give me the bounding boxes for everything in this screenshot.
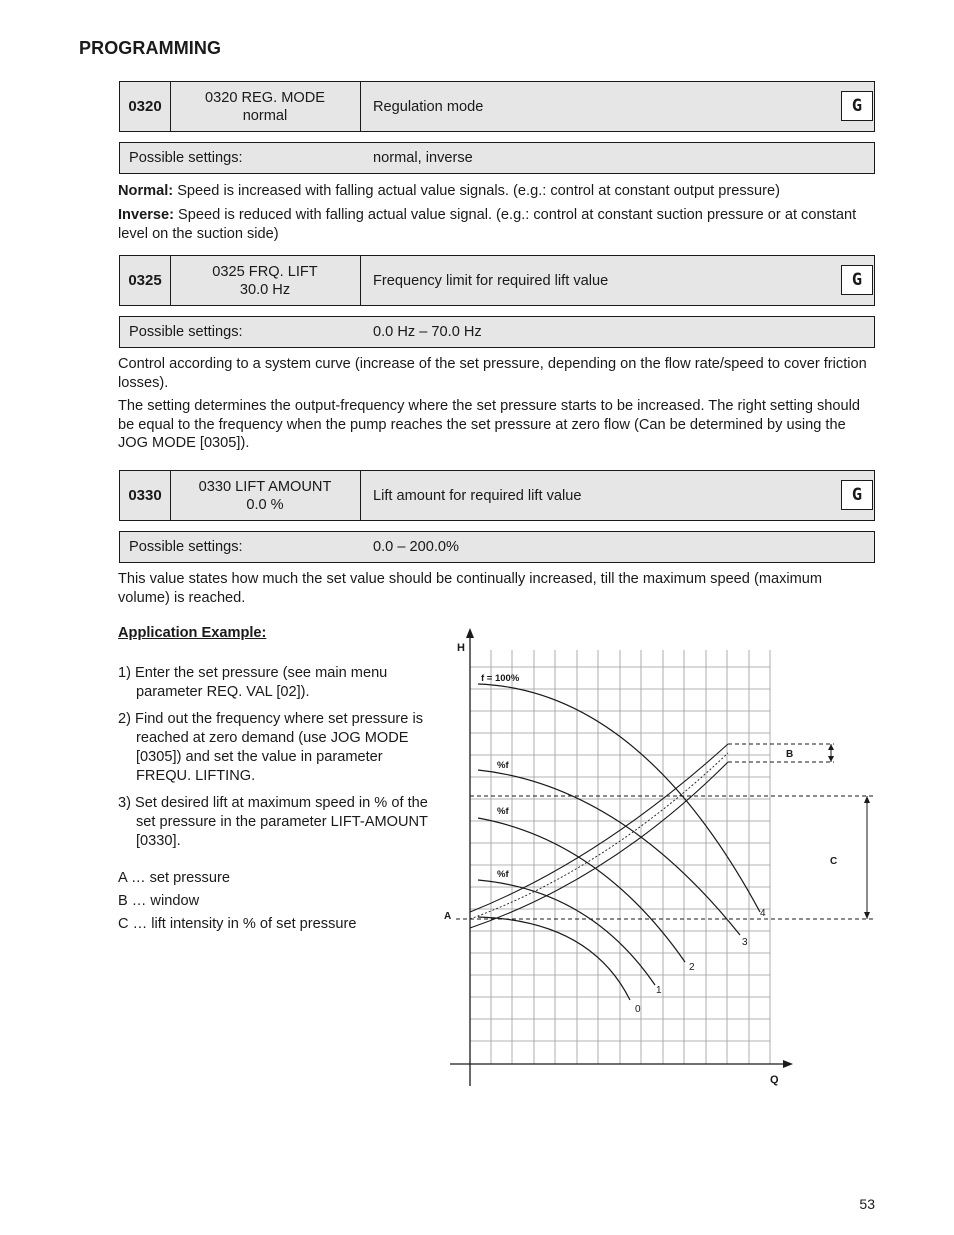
label-c: C [830,856,838,867]
label-percent-f-3: %f [497,869,509,880]
x-axis-label: Q [770,1074,779,1086]
param-name [170,471,361,520]
param-row-0325 [119,255,875,306]
param-description: Lift amount for required lift value [373,487,582,504]
param-code: 0330 [120,471,171,520]
pump-curve-2 [478,818,685,962]
label-percent-f-2: %f [497,806,509,817]
param-flag-badge: G [841,265,873,295]
amount-paragraph: This value states how much the set value should be continually increased, till the maximum speed (maximum volume) is reached. [118,571,823,606]
settings-value: 0.0 – 200.0% [373,539,460,555]
param-name [170,256,361,305]
page-number: 53 [859,1196,875,1212]
curve-label-1: 1 [656,985,662,996]
settings-row-0320 [119,142,875,174]
label-a: A [444,911,452,922]
settings-row-0325 [119,316,875,348]
pump-curve-3 [478,770,740,935]
lift-paragraph-2: The setting determines the output-frequency where the set pressure starts to be increased. The right setting should be equal to the frequency when the pump reaches the set pressure at zero flow (Can be determined by using the JOG MODE [0305]). [118,398,860,451]
param-name-value: normal [242,107,288,124]
settings-value: normal, inverse [373,150,473,166]
y-axis-arrow-icon [466,628,474,638]
grid [470,650,770,1064]
y-axis-label: H [457,642,465,654]
param-flag-badge: G [841,480,873,510]
x-axis-arrow-icon [783,1060,793,1068]
reference-lines [456,744,876,919]
settings-label: Possible settings: [129,324,243,340]
section-title: PROGRAMMING [79,38,222,58]
param-name-value: 30.0 Hz [239,281,291,298]
step-3: 3) Set desired lift at maximum speed in % of the set pressure in the parameter LIFT-AMOUNT [0330]. [118,795,428,849]
label-f100: f = 100% [481,673,520,684]
step-1: 1) Enter the set pressure (see main menu parameter REQ. VAL [02]). [118,665,388,700]
legend-b: B … window [118,893,200,909]
window-arrow-top-icon [828,744,834,750]
lift-paragraph-1: Control according to a system curve (increase of the set pressure, depending on the flow rate/speed to cover friction losses). [118,356,867,391]
param-name-line1: 0330 LIFT AMOUNT [198,478,332,495]
window-arrow-bottom-icon [828,756,834,762]
dimension-markers [828,744,870,919]
step-2: 2) Find out the frequency where set pressure is reached at zero demand (use JOG MODE [0305]) and set the value in parameter FREQU. LIFTING. [118,711,424,784]
param-code: 0320 [120,82,171,131]
pump-curve-diagram [430,620,890,1090]
settings-value: 0.0 Hz – 70.0 Hz [373,324,482,340]
param-name-line1: 0320 REG. MODE [204,89,326,106]
normal-text: Speed is increased with falling actual value signals. (e.g.: control at constant output pressure) [173,183,780,199]
label-b: B [786,749,794,760]
param-flag-badge: G [841,91,873,121]
lift-arrow-bottom-icon [864,912,870,919]
param-name [170,82,361,131]
param-code: 0325 [120,256,171,305]
settings-row-0330 [119,531,875,563]
legend-c: C … lift intensity in % of set pressure [118,916,357,932]
settings-label: Possible settings: [129,150,243,166]
axes [450,628,793,1086]
inverse-label: Inverse: [118,207,174,223]
system-curve-band [470,744,728,928]
param-row-0320 [119,81,875,132]
inverse-description [118,206,878,243]
inverse-text: Speed is reduced with falling actual value signal. (e.g.: control at constant suction pressure or at constant level on the suction side) [118,207,857,242]
normal-description [118,182,878,201]
param-description: Frequency limit for required lift value [373,272,609,289]
legend-a: A … set pressure [118,870,230,886]
curve-label-4: 4 [760,908,766,919]
pump-curve-f100 [478,684,760,912]
normal-label: Normal: [118,183,174,199]
settings-label: Possible settings: [129,539,243,555]
curve-label-3: 3 [742,937,748,948]
curve-label-2: 2 [689,962,695,973]
param-name-value: 0.0 % [246,496,284,513]
param-description: Regulation mode [373,98,484,115]
lift-arrow-top-icon [864,796,870,803]
application-example-title: Application Example: [118,625,267,641]
param-name-line1: 0325 FRQ. LIFT [212,263,318,280]
pump-curve-0 [478,917,630,1000]
param-row-0330 [119,470,875,521]
curve-label-0: 0 [635,1004,641,1015]
label-percent-f-1: %f [497,760,509,771]
application-steps [118,664,438,850]
